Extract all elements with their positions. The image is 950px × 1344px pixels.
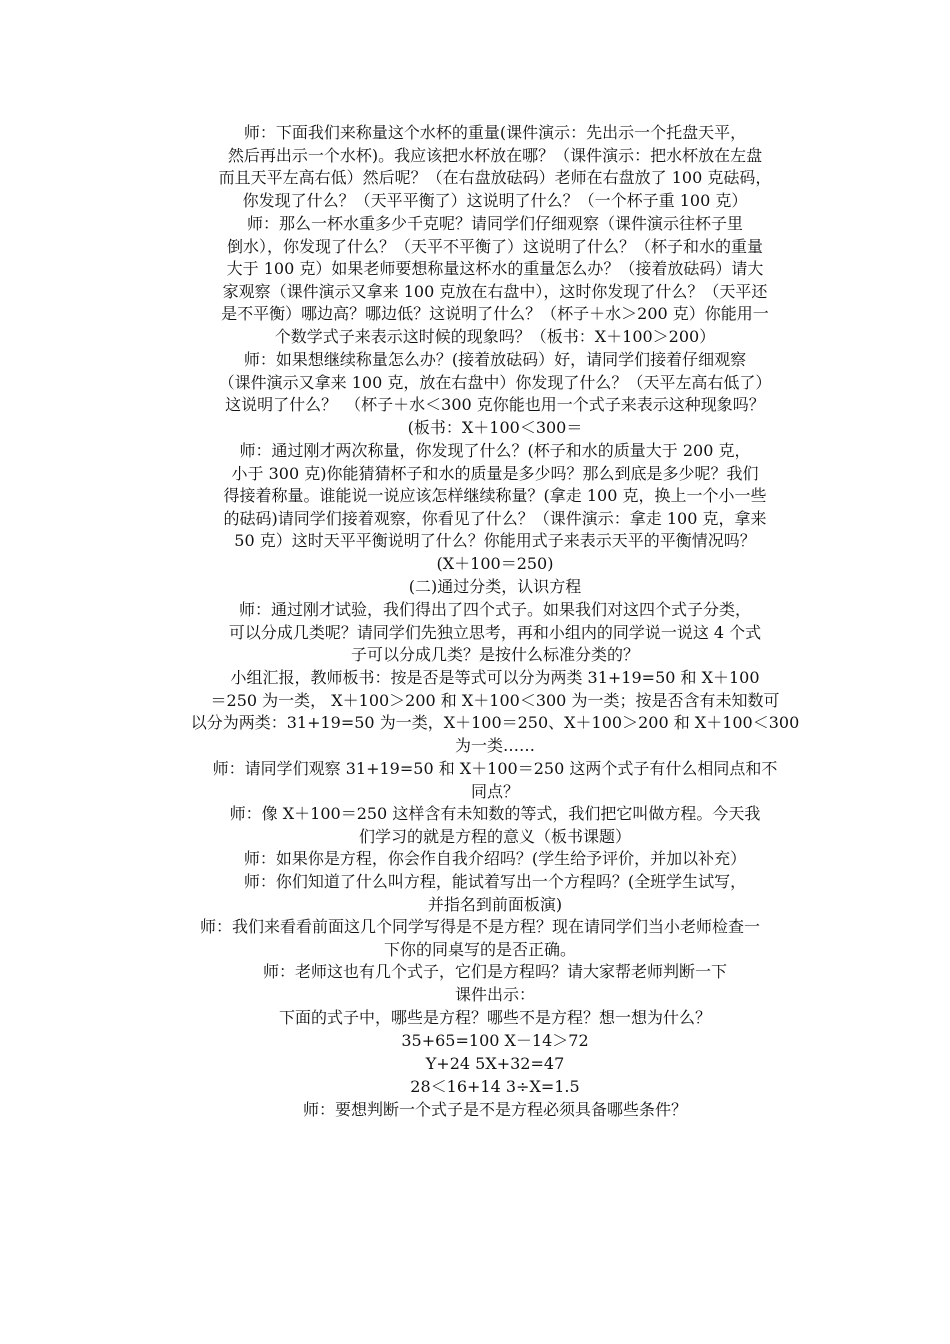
text-line: 师：像 X＋100＝250 这样含有未知数的等式，我们把它叫做方程。今天我 [229,804,761,823]
paragraph-weighing-water [175,213,815,349]
text-line: 子可以分成几类？是按什么标准分类的？ [350,645,639,665]
text-line: 可以分成几类呢？请同学们先独立思考，再和小组内的同学说一说这 4 个式 [228,622,762,642]
exercise-question [175,1007,815,1030]
text-line: 下你的同桌写的是否正确。 [383,939,576,959]
paragraph-check [145,916,815,961]
text-line: 师：下面我们来称量这个水杯的重量(课件演示：先出示一个托盘天平， [243,123,747,142]
paragraph-classify [175,599,815,667]
text-line: （课件演示又拿来 100 克，放在右盘中）你发现了什么？（天平左高右低了） [218,372,772,392]
text-line: 小组汇报，教师板书：按是否是等式可以分为两类 31+19=50 和 X＋100 [230,668,760,687]
paragraph-weighing-cup [175,122,815,212]
text-line: 个数学式子来表示这时候的现象吗？（板书：X＋100＞200） [274,326,716,346]
text-line: 师：我们来看看前面这几个同学写得是不是方程？现在请同学们当小老师检查一 [199,917,760,936]
expression-line: 28＜16+14 3÷X=1.5 [410,1077,580,1096]
text-line: 课件出示： [454,985,535,1004]
text-line: 师：如果你是方程，你会作自我介绍吗？(学生给予评价，并加以补充） [243,849,747,868]
text-line: 师：要想判断一个式子是不是方程必须具备哪些条件？ [302,1100,687,1119]
text-line: 而且天平左高右低）然后呢？（在右盘放砝码）老师在右盘放了 100 克砝码， [218,168,772,188]
text-line: 小于 300 克)你能猜猜杯子和水的质量是多少吗？那么到底是多少呢？我们 [231,463,759,483]
text-line: 并指名到前面板演) [427,894,563,914]
text-line: 大于 100 克）如果老师要想称量这杯水的重量怎么办？（接着放砝码）请大 [226,259,764,279]
paragraph-compare [175,758,815,803]
paragraph-conditions [175,1099,815,1122]
section-heading [175,576,815,599]
text-line: 师：那么一杯水重多少千克呢？请同学们仔细观察（课件演示往杯子里 [246,214,743,233]
text-line: 得接着称量。谁能说一说应该怎样继续称量？(拿走 100 克，换上一个小一些 [223,486,767,506]
text-line: ＝250 为一类， X＋100＞200 和 X＋100＜300 为一类；按是否含有未知数可 [210,690,780,710]
text-line: 师：请同学们观察 31+19=50 和 X＋100＝250 这两个式子有什么相同点和不 [212,759,778,778]
text-line: 们学习的就是方程的意义（板书课题） [358,826,631,846]
text-line: 下面的式子中，哪些是方程？哪些不是方程？想一想为什么？ [278,1008,711,1027]
paragraph-write-equation [175,871,815,916]
expression-row-1 [175,1030,815,1053]
text-line: 师：你们知道了什么叫方程，能试着写出一个方程吗？(全班学生试写， [243,872,747,891]
expression-line: 35+65=100 X－14＞72 [401,1031,589,1050]
expression-row-2 [175,1053,815,1076]
text-line: 家观察（课件演示又拿来 100 克放在右盘中），这时你发现了什么？（天平还 [222,281,768,301]
paragraph-continue-weighing [175,349,815,439]
text-line: 50 克）这时天平平衡说明了什么？你能用式子来表示天平的平衡情况吗？ [234,531,756,551]
text-line: 同点？ [470,781,519,801]
text-line: 师：通过刚才试验，我们得出了四个式子。如果我们对这四个式子分类， [238,600,751,619]
text-line: 倒水），你发现了什么？（天平不平衡了）这说明了什么？（杯子和水的重量 [226,236,763,256]
text-line: (X＋100＝250) [436,553,554,573]
text-line: 师：老师这也有几个式子，它们是方程吗？请大家帮老师判断一下 [262,962,727,981]
paragraph-judge [175,961,815,984]
text-line: 然后再出示一个水杯)。我应该把水杯放在哪？（课件演示：把水杯放在左盘 [227,145,763,165]
text-line: 师：如果想继续称量怎么办？(接着放砝码）好，请同学们接着仔细观察 [243,350,747,369]
text-line: (板书：X＋100＜300＝ [407,417,583,437]
paragraph-two-weighings [175,440,815,576]
expression-row-3 [175,1076,815,1099]
text-line: 以分为两类：31+19=50 为一类，X＋100＝250、X＋100＞200 和 X＋100＜300 [190,713,800,733]
text-line: 师：通过刚才两次称量，你发现了什么？(杯子和水的质量大于 200 克， [239,441,751,460]
paragraph-definition [175,803,815,848]
text-line: 的砝码)请同学们接着观察，你看见了什么？（课件演示：拿走 100 克，拿来 [223,508,767,528]
paragraph-group-report [175,667,815,757]
text-line: 你发现了什么？（天平平衡了）这说明了什么？（一个杯子重 100 克） [242,190,748,210]
section-title: (二)通过分类，认识方程 [408,577,582,596]
expression-line: Y+24 5X+32=47 [425,1054,565,1073]
text-line: 为一类…… [454,735,535,755]
paragraph-self-intro [175,848,815,871]
courseware-label [175,984,815,1007]
text-line: 这说明了什么？ （杯子＋水＜300 克你能也用一个式子来表示这种现象吗？ [225,395,765,415]
text-line: 是不平衡）哪边高？哪边低？这说明了什么？（杯子＋水＞200 克）你能用一 [221,304,769,324]
